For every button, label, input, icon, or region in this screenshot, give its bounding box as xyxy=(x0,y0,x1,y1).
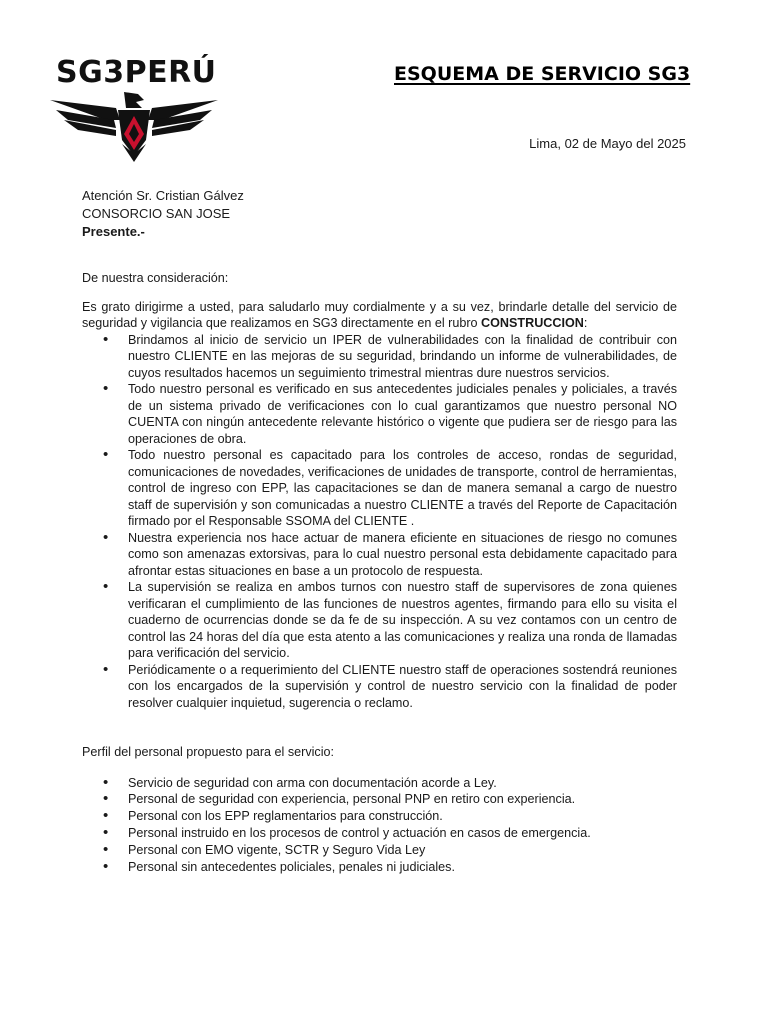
intro-paragraph xyxy=(82,299,677,332)
list-item: • Todo nuestro personal es capacitado para los controles de acceso, rondas de seguridad, comunicaciones de novedades, verificaciones de unidades de transporte, control de herramientas, control de ingreso con EPP, las capacitaciones se dan de manera semanal a cargo de nuestro staff de supervisión y son comunicadas a nuestro CLIENTE a través del Reporte de Capacitación firmado por el Responsable SSOMA del CLIENTE . xyxy=(82,447,677,530)
list-item: • Brindamos al inicio de servicio un IPER de vulnerabilidades con la finalidad de contribuir con nuestro CLIENTE en las mejoras de su seguridad, brindando un informe de vulnerabilidades, de cuyos resultados hacemos un seguimiento trimestral mientras dure nuestros servicios. xyxy=(82,332,677,382)
list-item: • Personal sin antecedentes policiales, penales ni judiciales. xyxy=(82,859,677,876)
perfil-heading: Perfil del personal propuesto para el servicio: xyxy=(82,745,335,759)
list-item: • Personal de seguridad con experiencia, personal PNP en retiro con experiencia. xyxy=(82,791,677,808)
list-item: • La supervisión se realiza en ambos turnos con nuestro staff de supervisores de zona quienes verificaran el cumplimiento de las funciones de nuestros agentes, firmando para ello su visita el cuaderno de ocurrencias donde se da fe de su inspección. A su vez contamos con un centro de control las 24 horas del día que esta atento a las comunicaciones y realiza una ronda de llamadas para verificación del servicio. xyxy=(82,579,677,662)
intro-end: : xyxy=(583,316,588,330)
addressee-company: CONSORCIO SAN JOSE xyxy=(82,206,231,221)
company-logo xyxy=(46,56,222,162)
list-item: • Nuestra experiencia nos hace actuar de manera eficiente en situaciones de riesgo no comunes como son amenazas extorsivas, para lo cual nuestro personal esta debidamente capacitado para afrontar estas situaciones en base a un protocolo de respuesta. xyxy=(82,530,677,580)
brand-name: SG3PERÚ xyxy=(56,55,217,90)
service-list xyxy=(82,332,677,712)
letter-body xyxy=(82,270,677,876)
greeting: De nuestra consideración: xyxy=(82,271,229,285)
intro-text: Es grato dirigirme a usted, para saludarlo muy cordialmente y a su vez, brindarle detalle del servicio de seguridad y vigilancia que realizamos en SG3 directamente en el rubro xyxy=(82,299,677,330)
list-item: • Personal con EMO vigente, SCTR y Seguro Vida Ley xyxy=(82,842,677,859)
addressee-block xyxy=(82,187,244,241)
list-item: • Personal instruido en los procesos de control y actuación en casos de emergencia. xyxy=(82,825,677,842)
eagle-emblem-icon xyxy=(46,90,222,162)
list-item: • Todo nuestro personal es verificado en sus antecedentes judiciales penales y policiales, a través de un sistema privado de verificaciones con lo cual garantizamos que nuestro personal NO CUENTA con ningún antecedente relevante histórico o vigente que pudiera ser de riesgo para las operaciones de obra. xyxy=(82,381,677,447)
addressee-name: Atención Sr. Cristian Gálvez xyxy=(82,188,244,203)
document-date: Lima, 02 de Mayo del 2025 xyxy=(529,136,686,151)
addressee-presente: Presente.- xyxy=(82,224,145,239)
list-item: • Periódicamente o a requerimiento del CLIENTE nuestro staff de operaciones sostendrá reuniones con los encargados de la supervisión y control de nuestro servicio con la finalidad de poder resolver cualquier inquietud, sugerencia o reclamo. xyxy=(82,662,677,712)
perfil-list xyxy=(82,775,677,876)
list-item: • Servicio de seguridad con arma con documentación acorde a Ley. xyxy=(82,775,677,792)
intro-bold-text: CONSTRUCCION xyxy=(481,316,584,330)
document-title: ESQUEMA DE SERVICIO SG3 xyxy=(394,63,691,85)
list-item: • Personal con los EPP reglamentarios para construcción. xyxy=(82,808,677,825)
